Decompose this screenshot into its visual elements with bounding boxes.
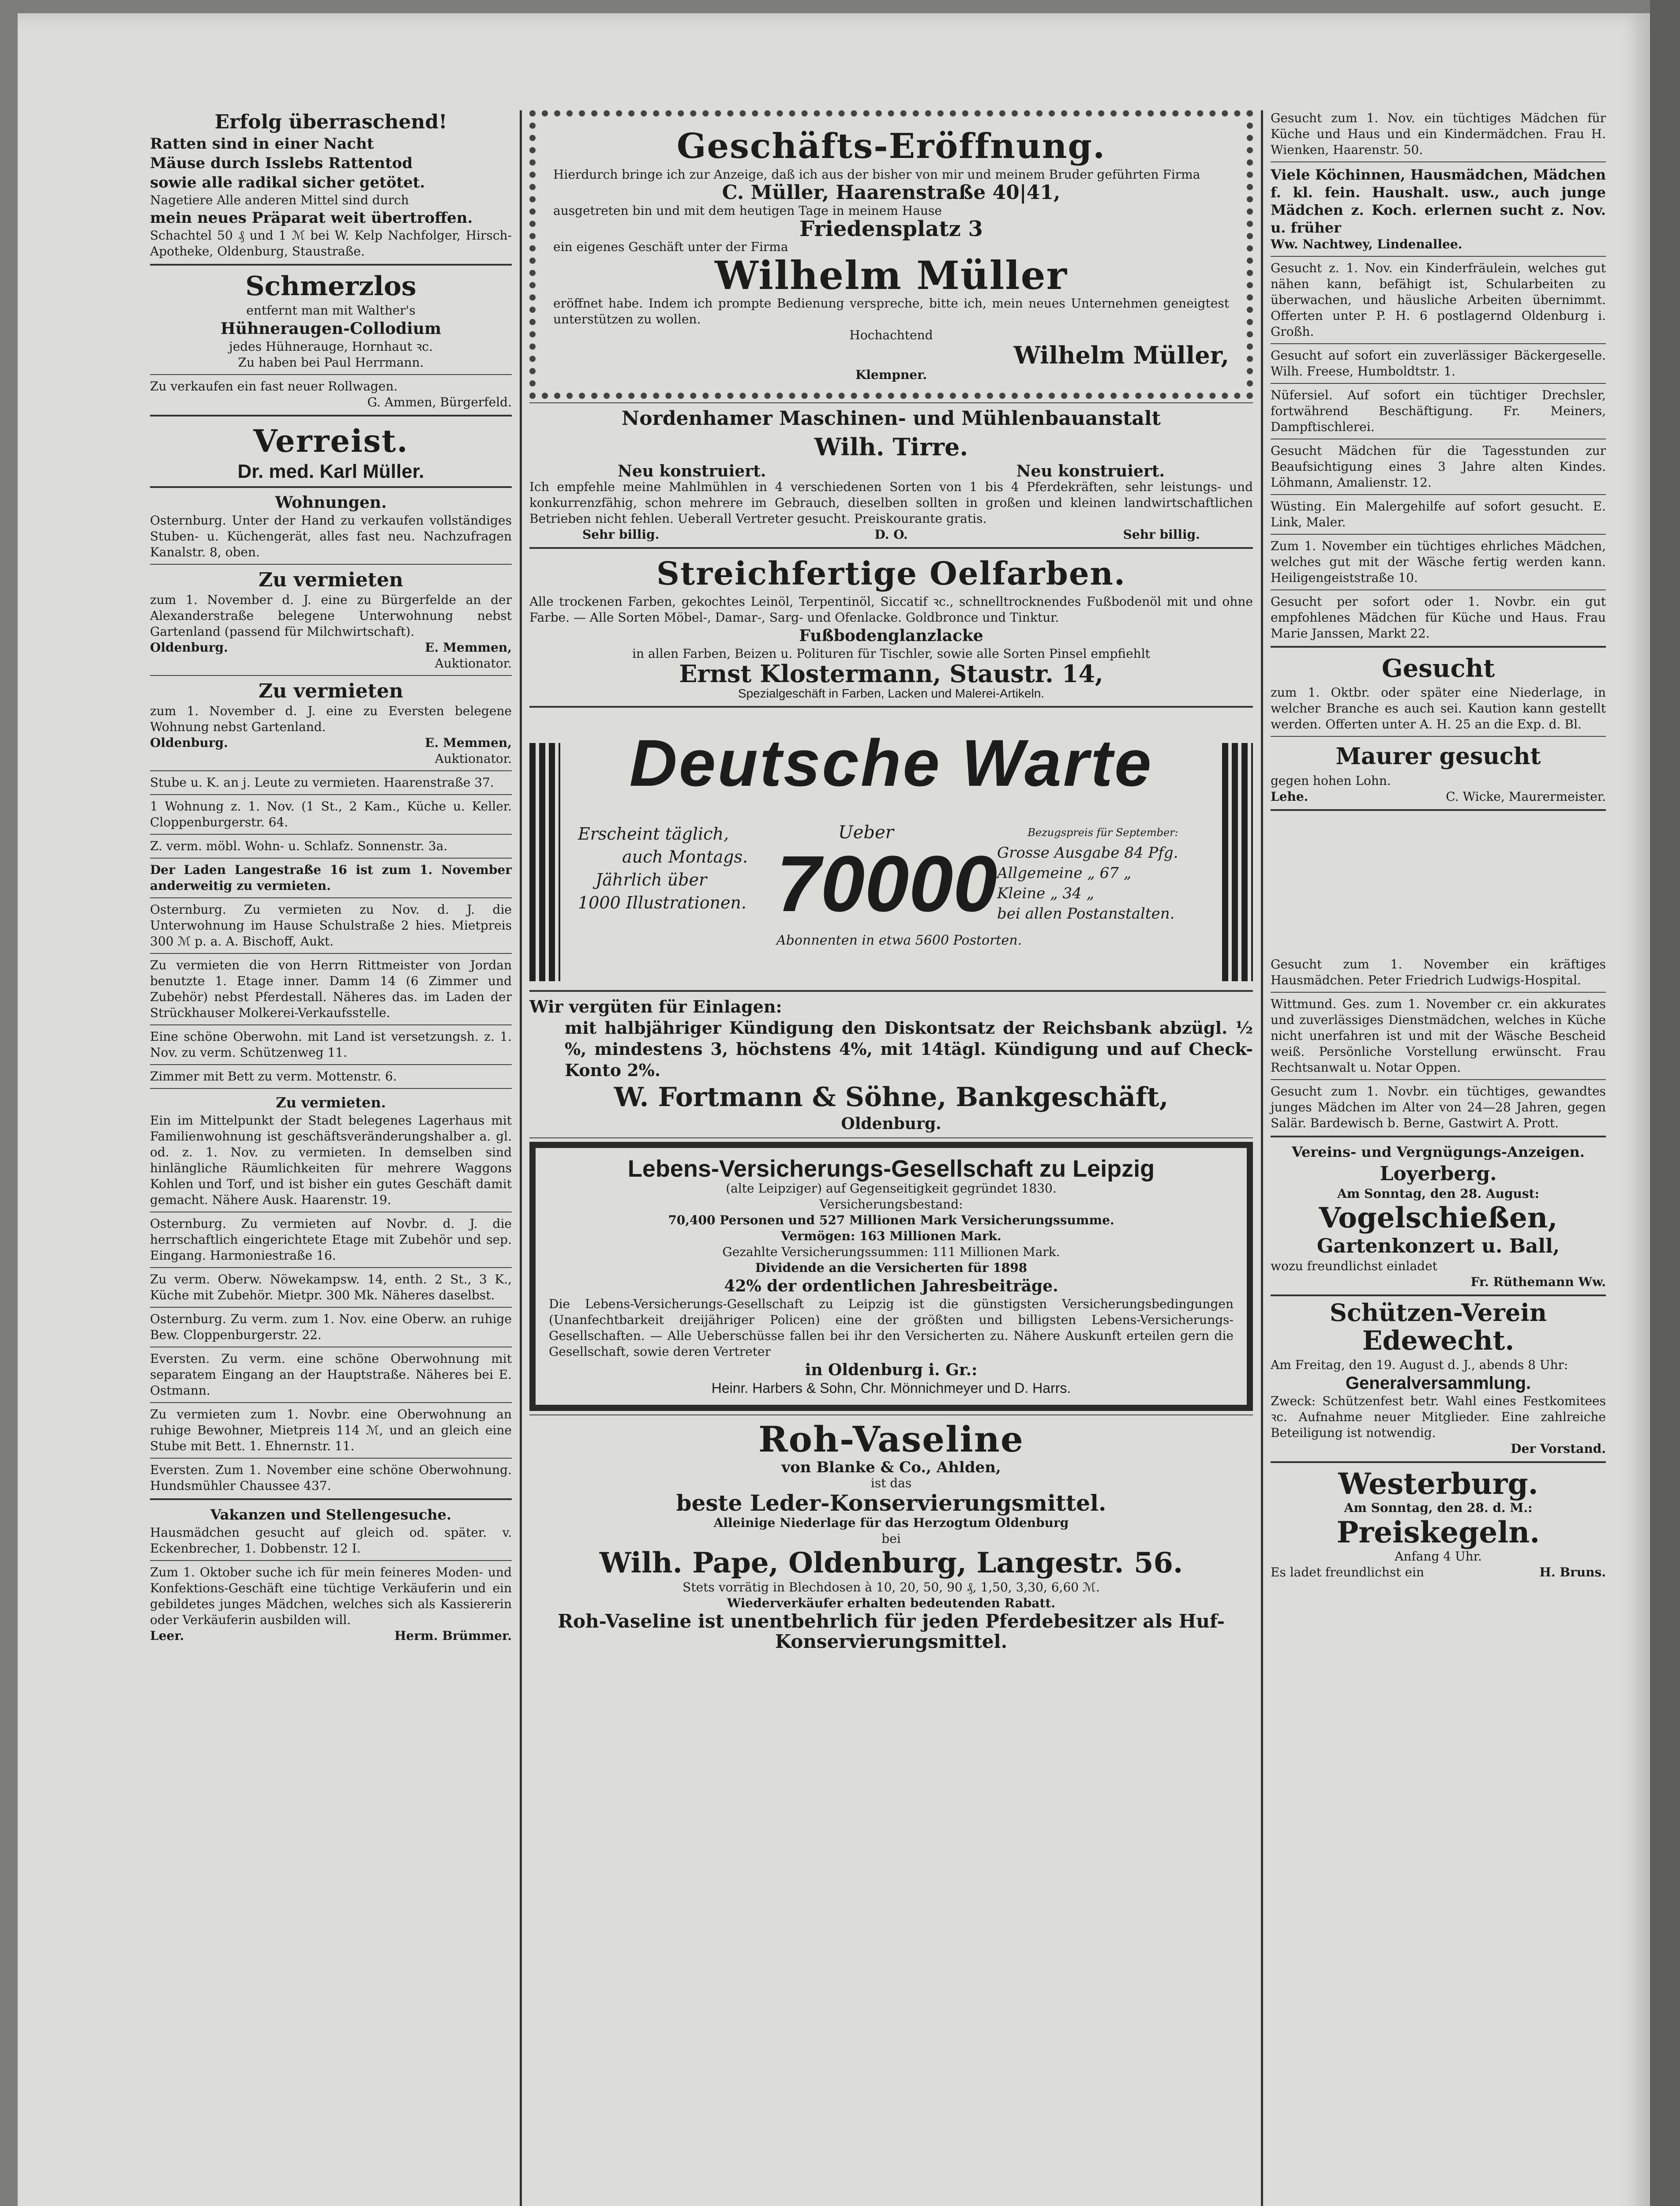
schuetzen-event: Generalversammlung. bbox=[1345, 1373, 1531, 1393]
eroeffnung-line4: eröffnet habe. Indem ich prompte Bedienung verspreche, bitte ich, mein neues Unternehmen geneigtest unterstützen zu wollen. bbox=[553, 296, 1229, 326]
blank-space bbox=[1271, 815, 1606, 957]
vermieten3-title: Zu vermieten. bbox=[276, 1094, 386, 1111]
schmerzlos-line3: jedes Hühnerauge, Hornhaut ꝛc. bbox=[229, 339, 433, 354]
fortmann-line2: mit halbjähriger Kündigung den Diskontsatz der Reichsbank abzügl. ½ %, mindestens 3, höchstens 4%, mit 14tägl. Kündigung und auf Check-Konto 2%. bbox=[565, 1018, 1253, 1080]
decor-bars bbox=[1222, 743, 1253, 981]
verein-event: Vogelschießen, bbox=[1319, 1201, 1558, 1234]
tirre-title: Nordenhamer Maschinen- und Mühlenbauanstalt bbox=[622, 407, 1161, 430]
decor-bars bbox=[529, 743, 560, 981]
wohnungen-ad: Osternburg. Unter der Hand zu verkaufen vollständiges Stuben- u. Küchengerät, alles fast neu. Nachzufragen Kanalstr. 8, oben. bbox=[150, 513, 512, 559]
maurer-text: gegen hohen Lohn. bbox=[1271, 773, 1391, 788]
divider bbox=[150, 374, 512, 375]
schuetzen-place: Edewecht. bbox=[1362, 1325, 1515, 1356]
vakanzen-title: Vakanzen und Stellengesuche. bbox=[210, 1506, 452, 1523]
vakanzen-sign: Herm. Brümmer. bbox=[394, 1628, 512, 1643]
small-ad: Zu vermieten zum 1. Novbr. eine Oberwohnung an ruhige Bewohner, Mietpreis 114 ℳ, und an gleich eine Stube mit Bett. 1. Ehnernstr. 11. bbox=[150, 1407, 512, 1453]
verein-title: Vereins- und Vergnügungs-Anzeigen. bbox=[1292, 1144, 1585, 1160]
eroeffnung-line1: Hierdurch bringe ich zur Anzeige, daß ich aus der bisher von mir und meinem Bruder geführten Firma bbox=[553, 167, 1200, 182]
divider bbox=[150, 486, 512, 488]
deutsche-warte-ad bbox=[529, 712, 1253, 986]
warte-left3: Jährlich über bbox=[596, 870, 707, 889]
eroeffnung-address: Friedensplatz 3 bbox=[799, 217, 983, 241]
warte-number: 70000 bbox=[776, 840, 998, 928]
column-rule bbox=[520, 110, 522, 2206]
leben-line1: 70,400 Personen und 527 Millionen Mark Versicherungssumme. bbox=[668, 1213, 1114, 1227]
oelfarben-title: Streichfertige Oelfarben. bbox=[656, 555, 1126, 592]
divider bbox=[529, 547, 1253, 549]
vermieten2-sign: E. Memmen, bbox=[425, 735, 512, 750]
rat-line6: Schachtel 50 ₰ und 1 ℳ bei W. Kelp Nachfolger, Hirsch-Apotheke, Oldenburg, Staustraße. bbox=[150, 228, 512, 259]
eroeffnung-firm2: Wilhelm Müller bbox=[715, 252, 1068, 298]
oelfarben-text: Alle trockenen Farben, gekochtes Leinöl, Terpentinöl, Siccatif ꝛc., schnelltrocknendes Fußbodenöl mit und ohne Farbe. — Alle Sorten Möbel-, Damar-, Sarg- und Ofenlacke. Goldbronce und Tinktur. bbox=[529, 594, 1253, 625]
rat-line1: Ratten sind in einer Nacht bbox=[150, 135, 374, 153]
verreist-name: Dr. med. Karl Müller. bbox=[237, 461, 424, 482]
oelfarben-spec: Spezialgeschäft in Farben, Lacken und Malerei-Artikeln. bbox=[738, 687, 1045, 700]
eroeffnung-greeting: Hochachtend bbox=[849, 328, 933, 342]
rat-line4: Nagetiere Alle anderen Mittel sind durch bbox=[150, 193, 409, 207]
page-gutter bbox=[1650, 0, 1680, 2206]
eroeffnung-line2: ausgetreten bin und mit dem heutigen Tage in meinem Hause bbox=[553, 203, 942, 218]
vermieten1-text: zum 1. November d. J. eine zu Bürgerfelde an der Alexanderstraße belegene Unterwohnung nebst Gartenland (passend für Milchwirtschaft). bbox=[150, 593, 512, 639]
job-ad: Gesucht per sofort oder 1. Novbr. ein gut empfohlenes Mädchen für Küche und Haus. Frau Marie Janssen, Markt 22. bbox=[1271, 594, 1606, 641]
verein-invite: wozu freundlichst einladet bbox=[1271, 1259, 1437, 1273]
maurer-sign: C. Wicke, Maurermeister. bbox=[1446, 789, 1606, 804]
small-ad: Zu verm. Oberw. Nöwekampsw. 14, enth. 2 St., 3 K., Küche mit Zubehör. Mietpr. 300 Mk. Näheres daselbst. bbox=[150, 1272, 512, 1302]
divider bbox=[529, 990, 1253, 992]
rat-line2: Mäuse durch Isslebs Rattentod bbox=[150, 154, 413, 172]
vaseline-firm: Wilh. Pape, Oldenburg, Langestr. 56. bbox=[599, 1546, 1183, 1579]
divider bbox=[1271, 809, 1606, 811]
leben-ad bbox=[529, 1142, 1253, 1411]
tirre-right: Neu konstruiert. bbox=[1016, 462, 1165, 480]
tirre-foot1: Sehr billig. bbox=[582, 527, 660, 542]
vaseline-bei: bei bbox=[881, 1531, 901, 1546]
divider bbox=[529, 1137, 1253, 1138]
gesucht-text: zum 1. Oktbr. oder später eine Niederlage, in welcher Branche es auch sei. Kaution kann gestellt werden. Offerten unter A. H. 25 an die Exp. d. Bl. bbox=[1271, 685, 1606, 732]
warte-post: bei allen Postanstalten. bbox=[997, 905, 1175, 923]
small-ad: Stube u. K. an j. Leute zu vermieten. Haarenstraße 37. bbox=[150, 775, 494, 790]
vaseline-by: von Blanke & Co., Ahlden, bbox=[781, 1459, 1001, 1476]
warte-abonnenten: Abonnenten in etwa 5600 Postorten. bbox=[776, 933, 1022, 948]
vakanzen-ad2: Zum 1. Oktober suche ich für mein feineres Moden- und Konfektions-Geschäft eine tüchtige Verkäuferin und ein gebildetes junges Mädchen, welches sich als Kassiererin oder Verkäuferin ausbilden will. bbox=[150, 1565, 512, 1627]
divider bbox=[1271, 1294, 1606, 1296]
divider bbox=[150, 415, 512, 416]
westerburg-start: Anfang 4 Uhr. bbox=[1395, 1549, 1482, 1564]
schuetzen-text: Zweck: Schützenfest betr. Wahl eines Festkomitees ꝛc. Aufnahme neuer Mitglieder. Eine zahlreiche Beteiligung ist notwendig. bbox=[1271, 1394, 1606, 1440]
eroeffnung-ad bbox=[529, 110, 1253, 399]
column-middle bbox=[529, 110, 1253, 2206]
job-ad: Gesucht Mädchen für die Tagesstunden zur Beaufsichtigung eines 3 Jahre alten Kindes. Löhmann, Amalienstr. 12. bbox=[1271, 443, 1606, 490]
warte-price1: Grosse Ausgabe 84 Pfg. bbox=[997, 844, 1178, 862]
schuetzen-sign: Der Vorstand. bbox=[1511, 1441, 1606, 1456]
oelfarben-text2: in allen Farben, Beizen u. Polituren für Tischler, sowie alle Sorten Pinsel empfiehlt bbox=[632, 646, 1150, 661]
leben-line5: 42% der ordentlichen Jahresbeiträge. bbox=[724, 1277, 1058, 1295]
job-ad: Gesucht zum 1. Novbr. ein tüchtiges, gewandtes junges Mädchen im Alter von 24—28 Jahren, gegen Salär. Bardewisch b. Berne, Gastwirt A. Prott. bbox=[1271, 1084, 1606, 1130]
job-ad: Ww. Nachtwey, Lindenallee. bbox=[1271, 237, 1462, 251]
westerburg-invite: Es ladet freundlichst ein bbox=[1271, 1565, 1425, 1579]
verreist-title: Verreist. bbox=[253, 423, 409, 459]
job-ad: Wüsting. Ein Malergehilfe auf sofort gesucht. E. Link, Maler. bbox=[1271, 499, 1606, 529]
divider bbox=[150, 770, 512, 771]
vermieten3-text: Ein im Mittelpunkt der Stadt belegenes Lagerhaus mit Familienwohnung ist geschäftsveränderungshalber a. gl. od. z. 1. Nov. zu vermieten. In demselben sind hinlängliche Räumlichkeiten für mehrere Waggons Kohlen und Torf, und ist bisher ein gutes Geschäft damit gemacht. Nähere Ausk. Haarenstr. 19. bbox=[150, 1113, 512, 1207]
oelfarben-firm: Ernst Klostermann, Staustr. 14, bbox=[679, 660, 1103, 688]
warte-price3: Kleine „ 34 „ bbox=[997, 885, 1095, 902]
divider bbox=[1271, 646, 1606, 648]
warte-left2: auch Montags. bbox=[622, 847, 748, 867]
vakanzen-place: Leer. bbox=[150, 1628, 184, 1643]
job-ad: Viele Köchinnen, Hausmädchen, Mädchen f. kl. fein. Haushalt. usw., auch junge Mädchen z. Koch. erlernen sucht z. Nov. u. früher bbox=[1271, 166, 1606, 236]
column-right bbox=[1271, 110, 1606, 2206]
job-ad: Zum 1. November ein tüchtiges ehrliches Mädchen, welches gut mit der Wäsche fertig werden kann. Heiligengeiststraße 10. bbox=[1271, 539, 1606, 585]
verein-event2: Gartenkonzert u. Ball, bbox=[1316, 1235, 1560, 1257]
small-ad: Z. verm. möbl. Wohn- u. Schlafz. Sonnenstr. 3a. bbox=[150, 839, 448, 853]
schmerzlos-title: Schmerzlos bbox=[245, 271, 416, 302]
fortmann-place: Oldenburg. bbox=[841, 1114, 941, 1133]
job-ad: Nüfersiel. Auf sofort ein tüchtiger Drechsler, fortwährend Beschäftigung. Fr. Meiners, Dampftischlerei. bbox=[1271, 388, 1606, 434]
divider bbox=[150, 675, 512, 676]
rat-headline: Erfolg überraschend! bbox=[214, 111, 447, 133]
rat-line5: mein neues Präparat weit übertroffen. bbox=[150, 209, 473, 227]
rat-line3: sowie alle radikal sicher getötet. bbox=[150, 174, 425, 191]
leben-text: Die Lebens-Versicherungs-Gesellschaft zu Leipzig ist die günstigsten Versicherungsbedingungen (Unanfechtbarkeit dreijähriger Policen) eine der größten und billigsten Lebens-Versicherungs-Gesellschaften. — Alle Ueberschüsse fallen bei ihr den Versicherten zu. Nähere Auskunft erteilen gern die Gesellschaft, sowie deren Vertreter bbox=[549, 1297, 1234, 1359]
leben-city: in Oldenburg i. Gr.: bbox=[805, 1361, 978, 1379]
divider bbox=[150, 1088, 512, 1089]
leben-sub: (alte Leipziger) auf Gegenseitigkeit gegründet 1830. bbox=[726, 1181, 1057, 1196]
schmerzlos-line4: Zu haben bei Paul Herrmann. bbox=[238, 355, 424, 370]
vaseline-title: Roh-Vaseline bbox=[758, 1418, 1024, 1460]
wohnungen-title: Wohnungen. bbox=[275, 493, 387, 512]
tirre-text: Ich empfehle meine Mahlmühlen in 4 verschiedenen Sorten von 1 bis 4 Pferdekräften, sehr leistungs- und konkurrenzfähig, schon mehrere im Gebrauch, dieselben sollten in großen und kleinen landwirtschaftlichen Betrieben nicht fehlen. Ueberall Vertreter gesucht. Preiskourante gratis. bbox=[529, 480, 1253, 526]
schmerzlos-line1: entfernt man mit Walther's bbox=[246, 303, 416, 318]
warte-left4: 1000 Illustrationen. bbox=[578, 893, 746, 912]
vaseline-ist: ist das bbox=[870, 1476, 912, 1490]
maurer-title: Maurer gesucht bbox=[1335, 743, 1541, 770]
warte-bezug: Bezugspreis für September: bbox=[1028, 826, 1178, 839]
small-ad: Eversten. Zum 1. November eine schöne Oberwohnung. Hundsmühler Chaussee 437. bbox=[150, 1463, 512, 1493]
column-left bbox=[150, 110, 512, 2206]
leben-agents: Heinr. Harbers & Sohn, Chr. Mönnichmeyer und D. Harrs. bbox=[711, 1380, 1071, 1396]
small-ad: Eine schöne Oberwohn. mit Land ist versetzungsh. z. 1. Nov. zu verm. Schützenweg 11. bbox=[150, 1029, 512, 1060]
vermieten2-place: Oldenburg. bbox=[150, 735, 228, 750]
schuetzen-date: Am Freitag, den 19. August d. J., abends 8 Uhr: bbox=[1271, 1358, 1568, 1372]
rollwagen-sign: G. Ammen, Bürgerfeld. bbox=[367, 395, 512, 409]
tirre-foot2: D. O. bbox=[874, 527, 908, 542]
divider bbox=[150, 1498, 512, 1500]
verein-place: Loyerberg. bbox=[1380, 1163, 1497, 1185]
westerburg-event: Preiskegeln. bbox=[1336, 1515, 1540, 1549]
vaseline-stock: Stets vorrätig in Blechdosen à 10, 20, 50, 90 ₰, 1,50, 3,30, 6,60 ℳ. bbox=[682, 1580, 1100, 1594]
tirre-name: Wilh. Tirre. bbox=[814, 433, 968, 461]
warte-left1: Erscheint täglich, bbox=[578, 824, 729, 844]
warte-title: Deutsche Warte bbox=[629, 726, 1153, 800]
vaseline-sole: Alleinige Niederlage für das Herzogtum Oldenburg bbox=[713, 1516, 1069, 1530]
leben-bestand: Versicherungsbestand: bbox=[819, 1197, 963, 1212]
page-content bbox=[150, 110, 1606, 2206]
divider bbox=[529, 402, 1253, 403]
job-ad: Gesucht zum 1. Nov. ein tüchtiges Mädchen für Küche und Haus und ein Kindermädchen. Frau H. Wienken, Haarenstr. 50. bbox=[1271, 111, 1606, 157]
westerburg-date: Am Sonntag, den 28. d. M.: bbox=[1344, 1501, 1533, 1515]
leben-line2: Vermögen: 163 Millionen Mark. bbox=[781, 1229, 1001, 1243]
oelfarben-sub: Fußbodenglanzlacke bbox=[799, 627, 983, 645]
schmerzlos-line2: Hühneraugen-Collodium bbox=[220, 319, 442, 338]
warte-ueber: Ueber bbox=[838, 822, 894, 843]
tirre-foot3: Sehr billig. bbox=[1123, 527, 1200, 542]
eroeffnung-line3: ein eigenes Geschäft unter der Firma bbox=[553, 240, 788, 254]
divider bbox=[1271, 1461, 1606, 1463]
leben-line3: Gezahlte Versicherungssummen: 111 Millionen Mark. bbox=[722, 1245, 1060, 1259]
westerburg-sign: H. Bruns. bbox=[1539, 1565, 1606, 1579]
fortmann-name: W. Fortmann & Söhne, Bankgeschäft, bbox=[614, 1082, 1169, 1113]
eroeffnung-firm1: C. Müller, Haarenstraße 40|41, bbox=[722, 181, 1061, 204]
job-ad: Gesucht zum 1. November ein kräftiges Hausmädchen. Peter Friedrich Ludwigs-Hospital. bbox=[1271, 957, 1606, 987]
small-ad: Zu vermieten die von Herrn Rittmeister von Jordan benutzte 1. Etage inner. Damm 14 (6 Zimmer und Zubehör) nebst Pferdestall. Näheres das. im Laden der Strückhauser Molkerei-Verkaufsstelle. bbox=[150, 958, 512, 1020]
small-ad: Zimmer mit Bett zu verm. Mottenstr. 6. bbox=[150, 1069, 397, 1084]
job-ad: Wittmund. Ges. zum 1. November cr. ein akkurates und zuverlässiges Dienstmädchen, welches in Küche nicht unerfahren ist und mit der Wäsche Bescheid weiß. Persönliche Vorstellung erwünscht. Frau Rechtsanwalt u. Notar Oppen. bbox=[1271, 997, 1606, 1075]
gesucht-title: Gesucht bbox=[1381, 654, 1495, 683]
vermieten1-title: Zu vermieten bbox=[259, 569, 403, 591]
verein-sign: Fr. Rüthemann Ww. bbox=[1470, 1275, 1606, 1289]
maurer-place: Lehe. bbox=[1271, 789, 1309, 804]
eroeffnung-trade: Klempner. bbox=[855, 368, 927, 382]
vermieten1-sign: E. Memmen, bbox=[425, 640, 512, 655]
tirre-left: Neu konstruiert. bbox=[618, 462, 766, 480]
rollwagen-text: Zu verkaufen ein fast neuer Rollwagen. bbox=[150, 379, 398, 394]
vaseline-best: beste Leder-Konservierungsmittel. bbox=[676, 1490, 1106, 1516]
small-ad: Osternburg. Zu vermieten auf Novbr. d. J. die herrschaftlich eingerichtete Etage mit Zubehör und sep. Eingang. Harmoniestraße 16. bbox=[150, 1216, 512, 1263]
divider bbox=[150, 264, 512, 266]
vaseline-claim: Roh-Vaseline ist unentbehrlich für jeden Pferdebesitzer als Huf-Konservierungsmittel. bbox=[558, 1610, 1225, 1652]
vakanzen-ad1: Hausmädchen gesucht auf gleich od. später. v. Eckenbrecher, 1. Dobbenstr. 12 I. bbox=[150, 1525, 512, 1556]
small-ad: Osternburg. Zu verm. zum 1. Nov. eine Oberw. an ruhige Bew. Cloppenburgerstr. 22. bbox=[150, 1312, 512, 1342]
job-ad: Gesucht z. 1. Nov. ein Kinderfräulein, welches gut nähen kann, befähigt ist, Schularbeiten zu überwachen, und häusliche Arbeiten übernimmt. Offerten unter P. H. 6 postlagernd Oldenburg i. Großh. bbox=[1271, 261, 1606, 339]
leben-title: Lebens-Versicherungs-Gesellschaft zu Leipzig bbox=[627, 1156, 1155, 1182]
vermieten1-place: Oldenburg. bbox=[150, 640, 228, 655]
warte-price2: Allgemeine „ 67 „ bbox=[997, 864, 1132, 882]
vermieten1-sign2: Auktionator. bbox=[435, 656, 512, 671]
divider bbox=[1271, 1136, 1606, 1137]
small-ad: 1 Wohnung z. 1. Nov. (1 St., 2 Kam., Küche u. Keller. Cloppenburgerstr. 64. bbox=[150, 799, 512, 829]
small-ad: Eversten. Zu verm. eine schöne Oberwohnung mit separatem Eingang an der Hauptstraße. Näheres bei E. Ostmann. bbox=[150, 1351, 512, 1398]
divider bbox=[529, 1414, 1253, 1415]
leben-line4: Dividende an die Versicherten für 1898 bbox=[755, 1261, 1028, 1275]
job-ad: Gesucht auf sofort ein zuverlässiger Bäckergeselle. Wilh. Freese, Humboldtstr. 1. bbox=[1271, 348, 1606, 379]
divider bbox=[150, 564, 512, 565]
vermieten2-text: zum 1. November d. J. eine zu Eversten belegene Wohnung nebst Gartenland. bbox=[150, 704, 512, 734]
vermieten2-title: Zu vermieten bbox=[259, 680, 403, 702]
small-ad: Der Laden Langestraße 16 ist zum 1. November anderweitig zu vermieten. bbox=[150, 863, 512, 893]
westerburg-title: Westerburg. bbox=[1338, 1467, 1538, 1501]
vaseline-resale: Wiederverkäufer erhalten bedeutenden Rabatt. bbox=[727, 1596, 1056, 1610]
divider bbox=[529, 706, 1253, 708]
fortmann-line1: Wir vergüten für Einlagen: bbox=[529, 997, 782, 1017]
schuetzen-title: Schützen-Verein bbox=[1330, 1298, 1547, 1327]
small-ad: Osternburg. Zu vermieten zu Nov. d. J. die Unterwohnung im Hause Schulstraße 2 hies. Mietpreis 300 ℳ p. a. A. Bischoff, Aukt. bbox=[150, 902, 512, 949]
vermieten2-sign2: Auktionator. bbox=[435, 751, 512, 766]
eroeffnung-sign: Wilhelm Müller, bbox=[1013, 341, 1229, 369]
eroeffnung-title: Geschäfts-Eröffnung. bbox=[676, 126, 1106, 166]
column-rule bbox=[1261, 110, 1263, 2206]
verein-date: Am Sonntag, den 28. August: bbox=[1337, 1186, 1539, 1201]
